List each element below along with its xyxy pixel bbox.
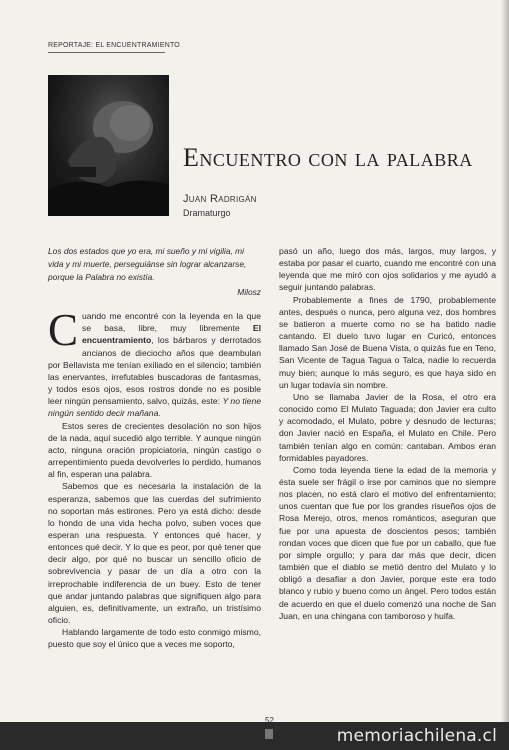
paragraph-5: Probablemente a fines de 1790, probablemente antes, después o nunca, pero alguna vez, dos hombres se batieron a muerte como no se ha batido nadie cantando. El duelo tuvo lugar en Curicó, entonces llamado San José de Buena Vista, o quizás fue en Teno, San Vicente de Tagua Tagua o Talca, nadie lo recuerda muy bien; aunque lo más seguro, es que haya sido en un lugar todavía sin nombre. bbox=[279, 294, 496, 390]
footer-mark bbox=[265, 729, 273, 739]
author-photo bbox=[48, 75, 169, 216]
paragraph-1-text-a: uando me encontré con la leyenda en la que se basa, libre, muy libremente bbox=[82, 311, 261, 334]
article-title: Encuentro con la palabra bbox=[183, 143, 473, 172]
paragraph-2: Estos seres de crecientes desolación no son hijos de la nada, aquí sucedió algo terrible. Y aunque ningún acto, ninguna oración propiciatoria, ningún castigo o arrepentimiento pueda devolverles lo perdido, humanos al fin, esperan una palabra. bbox=[48, 420, 261, 480]
text-column-right bbox=[279, 245, 496, 622]
epigraph: Los dos estados que yo era, mi sueño y mi vigilia, mi vida y mi muerte, perseguiánse sin lograr alcanzarse, porque la Palabra no existía. bbox=[48, 246, 247, 282]
author-role: Dramaturgo bbox=[183, 208, 231, 218]
paragraph-7: Como toda leyenda tiene la edad de la memoria y ésta suele ser frágil o irse por caminos que no siempre nos placen, no está claro el motivo del enfrentamiento; unos cuentan que fue por los grandes risueños ojos de Rosa Merejo, otros, menos románticos, aseguran que fue por una apuesta de doscientos pesos; también rondan voces que dicen que fue por un caballo, que fue por simple orgullo; y para dar más que decir, dicen también que el diablo se metió dentro del Mulato y lo obligó a desafiar a don Javier, porque este era todo blanco y rubio y bueno como un ángel. Pero todos están de acuerdo en que el duelo comenzó una noche de San Juan, en una chingana con tamboroso y huifa. bbox=[279, 464, 496, 621]
paragraph-4-end: pasó un año, luego dos más, largos, muy largos, y estaba por pasar el cuarto, cuando me encontré con una leyenda que me miró con ojos solidarios y me ayudó a seguir juntando palabras. bbox=[279, 246, 496, 293]
paragraph-1-text-b: , los bárbaros y derrotados ancianos de dieciocho años que deambulan por Bellavista me tenían exiliado en el silencio; también las enervantes, irrefutables buscadoras de fantasmas, y todos esos ojos, esos rostros donde no es posible leer ningún pensamiento, salvo, quizás, este: bbox=[48, 335, 261, 407]
paragraph-1-italic: Y no tiene ningún sentido decir mañana. bbox=[48, 396, 262, 419]
epigraph-source: Milosz bbox=[237, 287, 261, 297]
paragraph-3: Sabemos que es necesaria la instalación de la esperanza, sabemos que las cuerdas del sufrimiento no soportan más estirones. Pero ya está dicho: desde lo hondo de una vida hecha polvo, suben voces que esperan una respuesta. Y entonces qué hacer, y entonces qué decir. Y lo que es peor, por qué tener que decir algo, por qué no buscar un sencillo oficio de sobrevivencia y pasar de un día a otro con la irreprochable indiferencia de un buey. Esto de tener que andar juntando palabras que signifiquen algo para alguien, es, definitivamente, un extraño, un tristísimo oficio. bbox=[48, 481, 261, 626]
paragraph-1 bbox=[48, 305, 262, 419]
page-edge-shadow bbox=[501, 0, 509, 722]
article-author: Juan Radrigán bbox=[183, 193, 257, 205]
paragraph-4-start: Hablando largamente de todo esto conmigo mismo, puesto que soy el único que a veces me soporto, bbox=[48, 627, 261, 650]
text-column-left bbox=[48, 245, 261, 651]
section-rule bbox=[48, 52, 165, 53]
watermark: memoriachilena.cl bbox=[336, 726, 497, 746]
section-label: REPORTAJE: EL ENCUENTRAMIENTO bbox=[48, 42, 180, 49]
page-number: 52 bbox=[265, 716, 274, 722]
paragraph-1-bold: El encuentramiento bbox=[82, 323, 261, 346]
drop-cap: C bbox=[48, 305, 79, 356]
paragraph-6: Uno se llamaba Javier de la Rosa, el otro era conocido como El Mulato Taguada; don Javier era culto y acomodado, el Mulato, pobre y desnudo de lecturas; don Javier nació en España, el Mulato en Chile. Pero también tenían algo en común: cantaban. Ambos eran formidables payadores. bbox=[279, 391, 496, 463]
